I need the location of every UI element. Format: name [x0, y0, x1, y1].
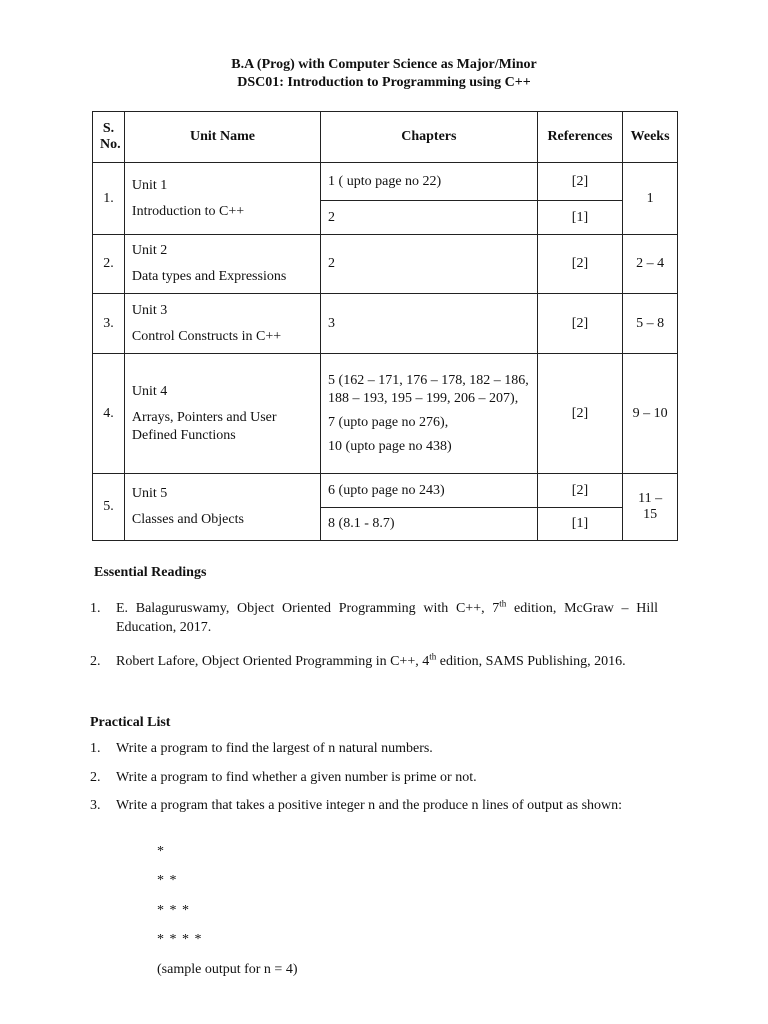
reading-text-part: E. Balaguruswamy, Object Oriented Programming with C++, 7	[116, 601, 500, 616]
table-header-row	[93, 112, 678, 163]
chapters-cell: 1 ( upto page no 22)	[321, 163, 538, 201]
practical-text: Write a program to find whether a given number is prime or not.	[116, 770, 477, 785]
sno-cell: 1.	[93, 163, 125, 235]
unit-title: Classes and Objects	[131, 512, 244, 527]
table-row	[93, 354, 678, 474]
header-references: References	[537, 112, 623, 163]
document-subtitle: DSC01: Introduction to Programming using C++	[237, 75, 531, 90]
header-chapters: Chapters	[321, 112, 538, 163]
chapters-cell: 2	[321, 235, 538, 294]
sno-cell: 2.	[93, 235, 125, 294]
reading-text	[116, 599, 658, 637]
chapters-cell: 2	[321, 201, 538, 235]
sno-cell: 3.	[93, 294, 125, 354]
unit-label: Unit 2	[131, 243, 168, 258]
unit-label: Unit 3	[131, 302, 168, 318]
unit-name-cell	[124, 235, 320, 294]
chapters-cell: 6 (upto page no 243)	[321, 474, 538, 508]
header-sno	[93, 112, 125, 163]
unit-name-cell	[124, 354, 320, 474]
pattern-line: * *	[157, 873, 178, 888]
pattern-line: * * * *	[157, 932, 203, 947]
reference-cell: [2]	[537, 163, 623, 201]
chapter-line: 5 (162 – 171, 176 – 178, 182 – 186, 188 – 193, 195 – 199, 206 – 207),	[328, 372, 529, 406]
chapters-cell: 3	[321, 294, 538, 354]
reading-text-part: Robert Lafore, Object Oriented Programming in C++, 4	[116, 654, 430, 669]
weeks-cell: 5 – 8	[623, 294, 678, 354]
reading-text-part: edition, McGraw – Hill Education, 2017.	[116, 601, 659, 635]
chapters-cell: 8 (8.1 - 8.7)	[321, 508, 538, 541]
unit-label: Unit 5	[131, 486, 168, 501]
practical-number: 2.	[90, 770, 101, 785]
practical-number: 3.	[90, 798, 101, 813]
unit-name-cell	[124, 163, 320, 235]
document-title: B.A (Prog) with Computer Science as Major/Minor	[231, 57, 537, 72]
reference-cell: [1]	[537, 201, 623, 235]
reading-text	[116, 652, 658, 671]
reading-superscript: th	[429, 651, 437, 662]
syllabus-table	[92, 111, 678, 541]
chapter-line: 10 (upto page no 438)	[328, 438, 452, 454]
essential-readings-heading: Essential Readings	[94, 565, 207, 580]
header-unit-name: Unit Name	[124, 112, 320, 163]
unit-title: Introduction to C++	[131, 203, 245, 219]
practical-text: Write a program that takes a positive integer n and the produce n lines of output as shown:	[116, 798, 623, 813]
reading-number: 2.	[90, 654, 101, 669]
practical-text: Write a program to find the largest of n natural numbers.	[116, 741, 433, 756]
sample-output-note: (sample output for n = 4)	[157, 962, 298, 977]
chapter-line: 7 (upto page no 276),	[328, 414, 449, 430]
weeks-cell: 2 – 4	[623, 235, 678, 294]
pattern-line: *	[157, 844, 165, 859]
header-sno-line2: No.	[100, 137, 121, 152]
table-row	[93, 163, 678, 201]
weeks-cell: 1	[623, 163, 678, 235]
reference-cell: [1]	[537, 508, 623, 541]
weeks-cell: 11 – 15	[623, 474, 678, 541]
weeks-cell: 9 – 10	[623, 354, 678, 474]
chapters-cell	[321, 354, 538, 474]
table-row	[93, 235, 678, 294]
reading-superscript: th	[499, 598, 507, 609]
unit-title: Data types and Expressions	[131, 269, 287, 284]
unit-label: Unit 4	[131, 383, 168, 399]
table-row	[93, 294, 678, 354]
header-sno-line1: S.	[102, 121, 115, 136]
reference-cell: [2]	[537, 235, 623, 294]
reference-cell: [2]	[537, 354, 623, 474]
header-weeks: Weeks	[623, 112, 678, 163]
practical-number: 1.	[90, 741, 101, 756]
sno-cell: 5.	[93, 474, 125, 541]
unit-title: Arrays, Pointers and User Defined Functions	[131, 409, 277, 443]
practical-list-heading: Practical List	[90, 715, 171, 730]
unit-name-cell	[124, 474, 320, 541]
reading-text-part: edition, SAMS Publishing, 2016.	[436, 654, 626, 669]
reference-cell: [2]	[537, 474, 623, 508]
unit-title: Control Constructs in C++	[131, 328, 282, 344]
pattern-line: * * *	[157, 903, 190, 918]
sno-cell: 4.	[93, 354, 125, 474]
reference-cell: [2]	[537, 294, 623, 354]
table-row	[93, 474, 678, 508]
reading-number: 1.	[90, 601, 101, 616]
unit-label: Unit 1	[131, 177, 168, 193]
unit-name-cell	[124, 294, 320, 354]
